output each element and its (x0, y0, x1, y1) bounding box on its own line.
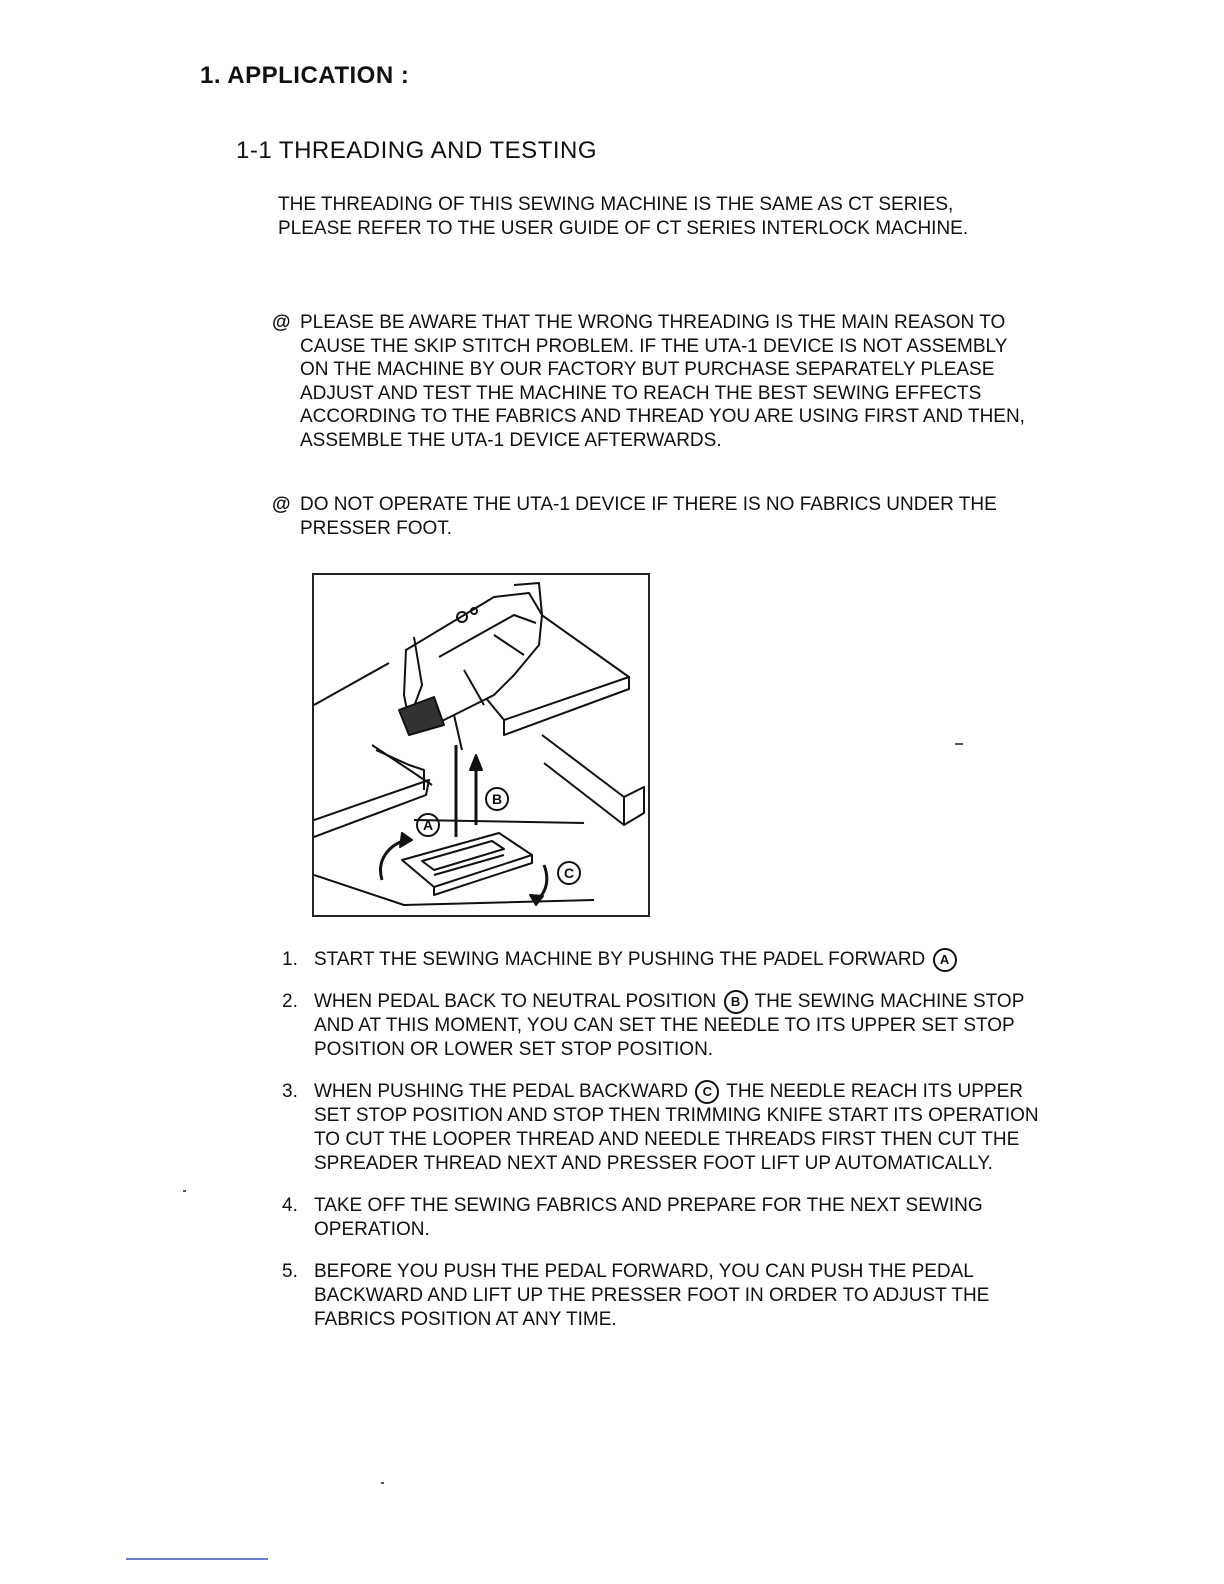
footnote-rule (126, 1558, 268, 1560)
step-text-after: THE SEWING MACHINE STOP AND AT THIS MOMENT, YOU CAN SET THE NEEDLE TO ITS UPPER SET STOP POSITION OR LOWER SET STOP POSITION. (314, 991, 1025, 1061)
note-bullet: @ (272, 312, 291, 333)
scan-speck (381, 1482, 384, 1484)
note-text: PLEASE BE AWARE THAT THE WRONG THREADING IS THE MAIN REASON TO CAUSE THE SKIP STITCH PROBLEM. IF THE UTA-1 DEVICE IS NOT ASSEMBLY ON THE MACHINE BY OUR FACTORY BUT PURCHASE SEPARATELY PLEASE ADJUST AND TEST THE MACHINE TO REACH THE BEST SEWING EFFECTS ACCORDING TO THE FABRICS AND THREAD YOU ARE USING FIRST AND THEN, ASSEMBLE THE UTA-1 DEVICE AFTERWARDS. (300, 312, 1025, 451)
operation-steps (282, 948, 1042, 1350)
step-item (282, 1260, 1042, 1332)
label-a: A (422, 817, 434, 833)
step-text-after: THE NEEDLE REACH ITS UPPER SET STOP POSITION AND STOP THEN TRIMMING KNIFE START ITS OPERATION TO CUT THE LOOPER THREAD AND NEEDLE THREADS FIRST THEN CUT THE SPREADER THREAD NEXT AND PRESSER FOOT LIFT UP AUTOMATICALLY. (314, 1081, 1039, 1175)
step-text: BEFORE YOU PUSH THE PEDAL FORWARD, YOU CAN PUSH THE PEDAL BACKWARD AND LIFT UP THE PRESSER FOOT IN ORDER TO ADJUST THE FABRICS POSITION AT ANY TIME. (314, 1261, 990, 1331)
section-heading: 1. APPLICATION : (200, 62, 410, 89)
step-item (282, 948, 1042, 972)
circle-label-a: A (933, 948, 957, 972)
illustration-drawing (314, 575, 648, 915)
table-leg-bar (542, 735, 644, 825)
step-item (282, 990, 1042, 1062)
left-table-slab (314, 780, 429, 837)
step-text: TAKE OFF THE SEWING FABRICS AND PREPARE FOR THE NEXT SEWING OPERATION. (314, 1195, 983, 1241)
step-text-before: START THE SEWING MACHINE BY PUSHING THE PADEL FORWARD (314, 949, 926, 971)
note-fabric-warning (272, 493, 1032, 540)
step-number: 2. (282, 991, 298, 1013)
subsection-heading: 1-1 THREADING AND TESTING (236, 137, 598, 164)
step-number: 5. (282, 1261, 298, 1283)
step-item (282, 1194, 1042, 1242)
label-b: B (491, 791, 503, 807)
scan-speck (955, 743, 963, 745)
circle-label-c: C (695, 1080, 719, 1104)
step-number: 3. (282, 1081, 298, 1103)
step-text-before: WHEN PEDAL BACK TO NEUTRAL POSITION (314, 991, 717, 1013)
needle-bar (454, 715, 462, 750)
label-c: C (563, 865, 575, 881)
step-text (314, 948, 1042, 972)
machine-pedal-illustration (312, 573, 650, 917)
step-item (282, 1080, 1042, 1176)
step-number: 4. (282, 1195, 298, 1217)
note-threading-warning (272, 311, 1032, 452)
circle-label-b: B (724, 990, 748, 1014)
scan-speck (183, 1190, 186, 1192)
table-edge-line (314, 663, 389, 705)
step-number: 1. (282, 949, 298, 970)
intro-paragraph: THE THREADING OF THIS SEWING MACHINE IS THE SAME AS CT SERIES, PLEASE REFER TO THE USER GUIDE OF CT SERIES INTERLOCK MACHINE. (278, 194, 969, 239)
step-text (314, 1080, 1042, 1176)
step-text-before: WHEN PUSHING THE PEDAL BACKWARD (314, 1081, 689, 1103)
step-text (314, 990, 1042, 1062)
note-text: DO NOT OPERATE THE UTA-1 DEVICE IF THERE IS NO FABRICS UNDER THE PRESSER FOOT. (300, 494, 997, 539)
note-bullet: @ (272, 494, 291, 515)
